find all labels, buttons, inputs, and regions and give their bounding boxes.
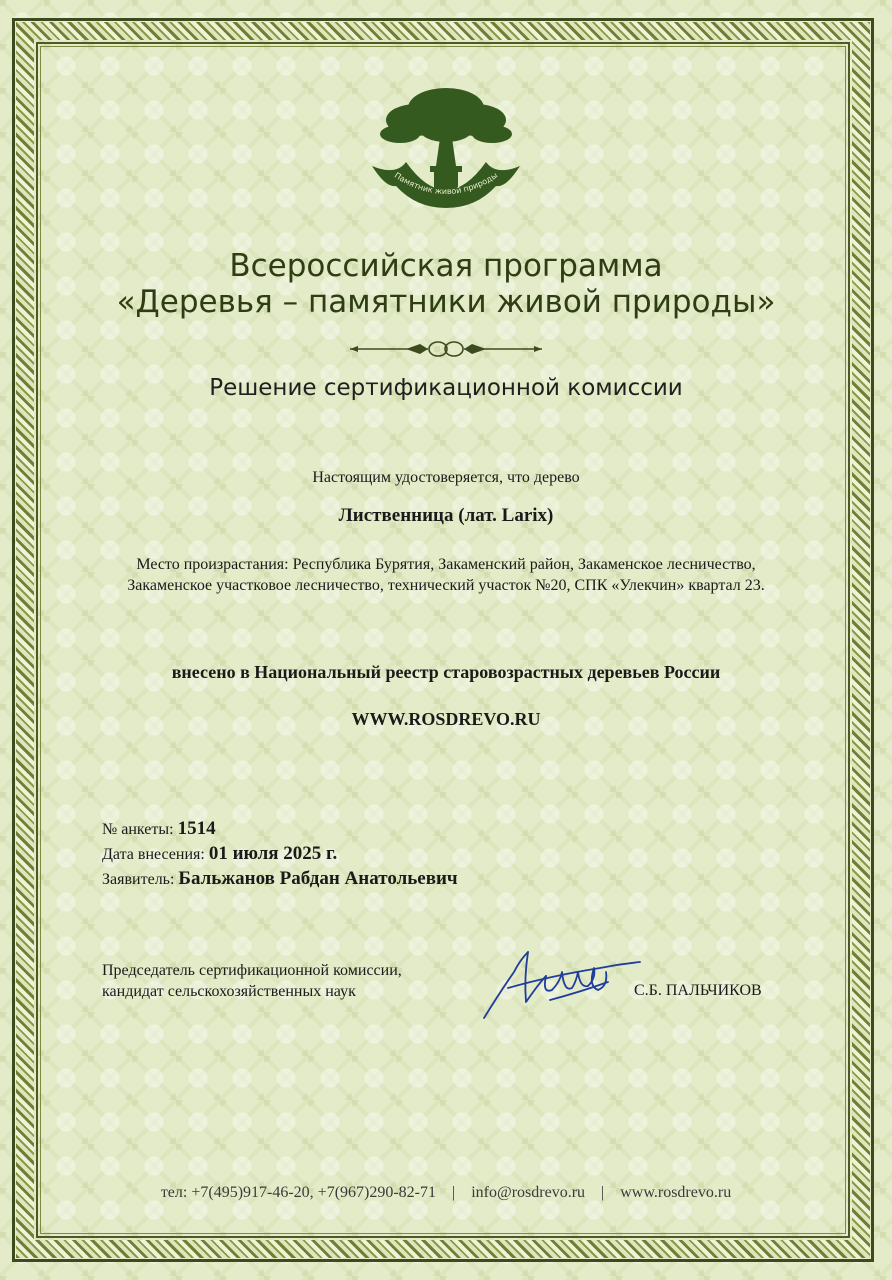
logo-ribbon-text: Памятник живой природы (392, 170, 500, 197)
form-number-row (102, 818, 216, 840)
website-link[interactable]: WWW.ROSDREVO.RU (351, 709, 541, 729)
contact-footer (60, 1184, 832, 1202)
tree-name: Лиственница (лат. Larix) (338, 505, 554, 526)
entry-date-value: 01 июля 2025 г. (208, 843, 338, 864)
chairman-title (102, 960, 402, 1002)
form-number-value: 1514 (177, 818, 216, 839)
tree-pedestal-icon (366, 78, 526, 218)
program-title-line1: Всероссийская программа (229, 248, 663, 284)
certify-intro: Настоящим удостоверяется, что дерево (312, 469, 580, 486)
applicant-value: Бальжанов Рабдан Анатольевич (178, 868, 458, 889)
form-number-label: № анкеты: (102, 821, 174, 838)
applicant-row (102, 868, 458, 890)
registry-statement: внесено в Национальный реестр старовозрастных деревьев России (171, 662, 721, 682)
footer-site[interactable]: www.rosdrevo.ru (620, 1184, 732, 1201)
entry-date-row (102, 843, 337, 865)
footer-phones[interactable]: тел: +7(495)917-46-20, +7(967)290-82-71 (160, 1184, 437, 1201)
footer-separator: | (452, 1184, 456, 1201)
program-title-line2: «Деревья – памятники живой природы» (116, 284, 776, 320)
frame-inner-line (40, 46, 846, 1234)
footer-email[interactable]: info@rosdrevo.ru (471, 1184, 586, 1201)
handwritten-signature-icon (480, 942, 645, 1024)
chairman-title-line1: Председатель сертификационной комиссии, (102, 962, 402, 979)
growth-place: Место произрастания: Республика Бурятия, Закаменский район, Закаменское лесничество, Закаменское участковое лесничество, технический участок №20, СПК «Улекчин» квартал 23. (127, 556, 765, 594)
commission-decision-heading: Решение сертификационной комиссии (209, 375, 683, 401)
entry-date-label: Дата внесения: (102, 846, 205, 863)
applicant-label: Заявитель: (102, 871, 175, 888)
chairman-title-line2: кандидат сельскохозяйственных наук (102, 983, 356, 1000)
footer-separator: | (601, 1184, 605, 1201)
divider-ornament-icon (346, 338, 546, 360)
signer-name: С.Б. ПАЛЬЧИКОВ (634, 982, 762, 999)
